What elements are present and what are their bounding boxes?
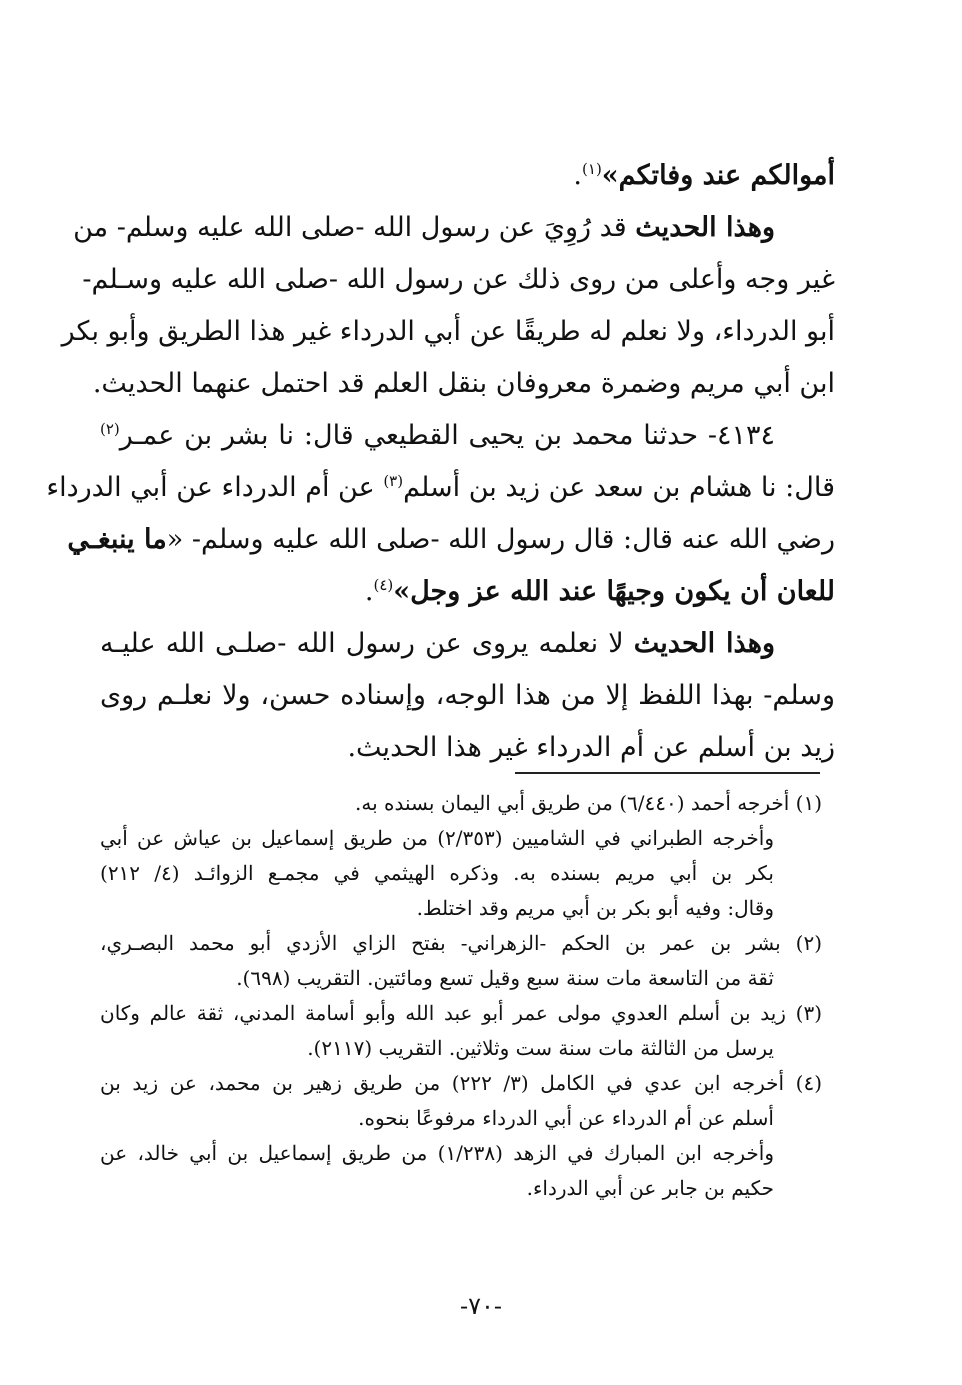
footnote-4-line-2: أسلم عن أم الدرداء عن أبي الدرداء مرفوعًا بنحوه. bbox=[358, 1106, 774, 1130]
footnote-ref-2: (٢) bbox=[100, 420, 120, 438]
text-line-7: قال: نا هشام بن سعد عن زيد بن أسلم$^{(٣)}$ عن أم الدرداء عن أبي الدرداء bbox=[46, 472, 835, 503]
footnote-3-line-2: يرسل من الثالثة مات سنة ست وثلاثين. التقريب (٢١١٧). bbox=[307, 1036, 774, 1060]
hadith-ending: أموالكم عند وفاتكم» bbox=[601, 160, 835, 191]
footnote-ref-1: (١) bbox=[582, 160, 602, 178]
footnotes bbox=[100, 786, 822, 1206]
main-text bbox=[46, 150, 836, 774]
text-line-3: غير وجه وأعلى من روى ذلك عن رسول الله -صلى الله عليه وسـلم- bbox=[82, 264, 835, 295]
section-heading-2: وهذا الحديث bbox=[633, 628, 775, 659]
footnote-2-line-1: (٢) بشر بن عمر بن الحكم -الزهراني- بفتح الزاي الأزدي أبو محمد البصـري، bbox=[100, 931, 822, 955]
page-number: -٧٠- bbox=[460, 1292, 502, 1320]
text-line-9: للعان أن يكون وجيهًا عند الله عز وجل»$^{(٤)}$. bbox=[364, 576, 835, 607]
hadith-number-line: ٤١٣٤- حدثنا محمد بن يحيى القطيعي قال: نا بشر بن عمـر bbox=[119, 420, 775, 451]
text-line-4: أبو الدرداء، ولا نعلم له طريقًا عن أبي الدرداء غير هذا الطريق وأبو بكر bbox=[61, 316, 835, 347]
text-line-12: زيد بن أسلم عن أم الدرداء غير هذا الحديث. bbox=[347, 732, 835, 763]
section-heading: وهذا الحديث bbox=[635, 212, 775, 243]
footnote-1-line-1: (١) أخرجه أحمد (٦/٤٤٠) من طريق أبي اليمان بسنده به. bbox=[355, 791, 822, 815]
hadith-text: للعان أن يكون وجيهًا عند الله عز وجل» bbox=[393, 576, 835, 607]
text-line-1: أموالكم عند وفاتكم»$^{(١)}$. bbox=[573, 160, 835, 191]
text-line-5: ابن أبي مريم وضمرة معروفان بنقل العلم قد احتمل عنهما الحديث. bbox=[92, 368, 835, 399]
hadith-text-start: ما ينبغـي bbox=[67, 524, 167, 555]
footnote-1-line-2: وأخرجه الطبراني في الشاميين (٢/٣٥٣) من طريق إسماعيل بن عياش عن أبي bbox=[100, 826, 774, 850]
footnote-4-line-1: (٤) أخرجه ابن عدي في الكامل (٣/ ٢٢٢) من طريق زهير بن محمد، عن زيد بن bbox=[100, 1071, 822, 1095]
footnote-3-line-1: (٣) زيد بن أسلم العدوي مولى عمر أبو عبد الله وأبو أسامة المدني، ثقة عالم وكان bbox=[100, 1001, 822, 1025]
text-line-11: وسلم- بهذا اللفظ إلا من هذا الوجه، وإسناده حسن، ولا نعلـم روى bbox=[100, 680, 836, 711]
footnote-ref-3: (٣) bbox=[383, 472, 404, 490]
text-line-2: وهذا الحديث قد رُوِيَ عن رسول الله -صلى الله عليه وسلم- من bbox=[73, 212, 775, 243]
footnote-separator bbox=[515, 772, 820, 774]
footnote-1-line-3: بكر بن أبي مريم بسنده به. وذكره الهيثمي في مجمـع الزوائـد (٤/ ٢١٢) bbox=[100, 861, 775, 885]
footnote-2-line-2: ثقة من التاسعة مات سنة سبع وقيل تسع ومائتين. التقريب (٦٩٨). bbox=[236, 966, 774, 990]
footnote-ref-4: (٤) bbox=[373, 576, 394, 594]
footnote-4-line-4: حكيم بن جابر عن أبي الدرداء. bbox=[526, 1176, 774, 1200]
footnote-4-line-3: وأخرجه ابن المبارك في الزهد (١/٢٣٨) من طريق إسماعيل بن أبي خالد، عن bbox=[100, 1141, 774, 1165]
text-line-10: وهذا الحديث لا نعلمه يروى عن رسول الله -صلـى الله عليـه bbox=[100, 628, 775, 659]
text-line-8: رضي الله عنه قال: قال رسول الله -صلى الله عليه وسلم- «ما ينبغـي bbox=[67, 524, 835, 555]
text-line-6 bbox=[100, 410, 835, 462]
footnote-1-line-4: وقال: وفيه أبو بكر بن أبي مريم وقد اختلط. bbox=[416, 896, 774, 920]
